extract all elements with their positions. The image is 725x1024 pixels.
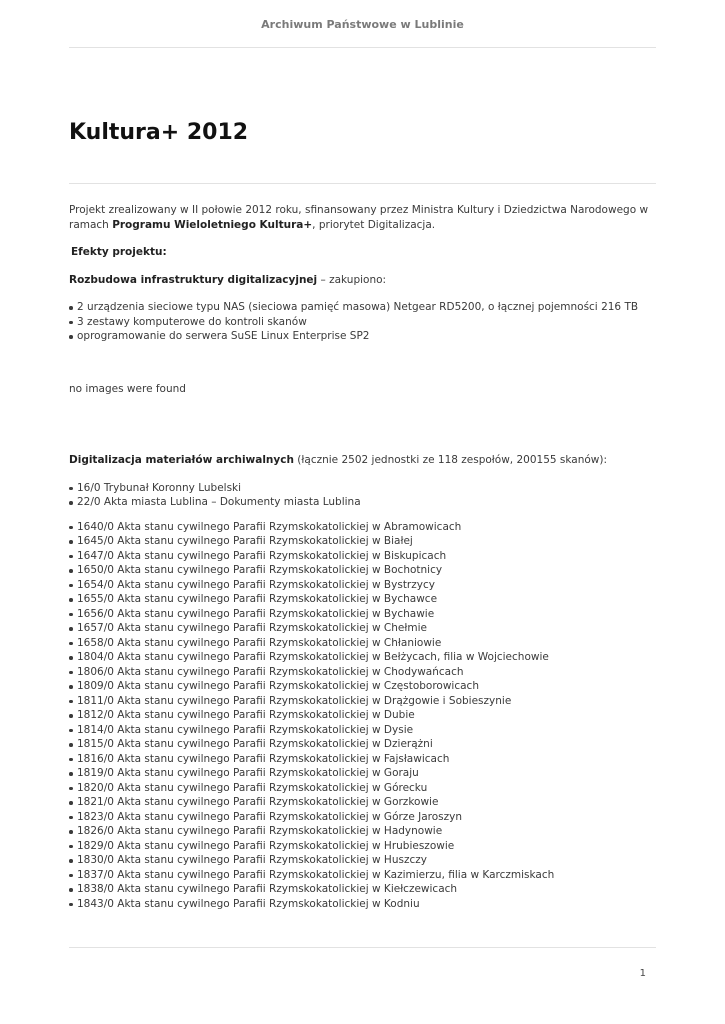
list-item: 1821/0 Akta stanu cywilnego Parafii Rzymskokatolickiej w Gorzkowie [69,795,659,810]
list-item: 1809/0 Akta stanu cywilnego Parafii Rzymskokatolickiej w Częstoborowicach [69,679,659,694]
list-item: 1658/0 Akta stanu cywilnego Parafii Rzymskokatolickiej w Chłaniowie [69,636,659,651]
list-item: 3 zestawy komputerowe do kontroli skanów [69,315,659,330]
digitization-paragraph [69,453,659,468]
list-item: 1655/0 Akta stanu cywilnego Parafii Rzymskokatolickiej w Bychawce [69,592,659,607]
list-item: 22/0 Akta miasta Lublina – Dokumenty miasta Lublina [69,495,659,510]
list-item: 1837/0 Akta stanu cywilnego Parafii Rzymskokatolickiej w Kazimierzu, filia w Karczmiskach [69,868,659,883]
list-item: 1823/0 Akta stanu cywilnego Parafii Rzymskokatolickiej w Górze Jaroszyn [69,810,659,825]
list-item: 1812/0 Akta stanu cywilnego Parafii Rzymskokatolickiej w Dubie [69,708,659,723]
list-item: 1820/0 Akta stanu cywilnego Parafii Rzymskokatolickiej w Górecku [69,781,659,796]
fonds-list-parishes [69,520,659,912]
no-images-message: no images were found [69,382,186,395]
infrastructure-list [69,300,659,344]
footer-divider [69,947,656,948]
list-item: 16/0 Trybunał Koronny Lubelski [69,481,659,496]
list-item: 1814/0 Akta stanu cywilnego Parafii Rzymskokatolickiej w Dysie [69,723,659,738]
list-item: 2 urządzenia sieciowe typu NAS (sieciowa pamięć masowa) Netgear RD5200, o łącznej pojemności 216 TB [69,300,659,315]
list-item: 1645/0 Akta stanu cywilnego Parafii Rzymskokatolickiej w Białej [69,534,659,549]
intro-text-after: , priorytet Digitalizacja. [312,218,436,231]
fonds-list-primary [69,481,659,510]
article-content [69,203,659,911]
intro-text-before: Projekt zrealizowany w II połowie 2012 roku, sfinansowany przez Ministra Kultury i Dziedzictwa Narodowego w ramach [69,204,649,231]
list-item: 1657/0 Akta stanu cywilnego Parafii Rzymskokatolickiej w Chełmie [69,621,659,636]
list-item: oprogramowanie do serwera SuSE Linux Enterprise SP2 [69,329,659,344]
list-item: 1806/0 Akta stanu cywilnego Parafii Rzymskokatolickiej w Chodywańcach [69,665,659,680]
list-item: 1838/0 Akta stanu cywilnego Parafii Rzymskokatolickiej w Kiełczewicach [69,882,659,897]
infrastructure-paragraph [69,273,659,288]
page-number: 1 [639,968,646,979]
list-item: 1816/0 Akta stanu cywilnego Parafii Rzymskokatolickiej w Fajsławicach [69,752,659,767]
list-item: 1640/0 Akta stanu cywilnego Parafii Rzymskokatolickiej w Abramowicach [69,520,659,535]
site-header [69,0,656,48]
list-item: 1843/0 Akta stanu cywilnego Parafii Rzymskokatolickiej w Kodniu [69,897,659,912]
list-item: 1819/0 Akta stanu cywilnego Parafii Rzymskokatolickiej w Goraju [69,766,659,781]
list-item: 1650/0 Akta stanu cywilnego Parafii Rzymskokatolickiej w Bochotnicy [69,563,659,578]
list-item: 1826/0 Akta stanu cywilnego Parafii Rzymskokatolickiej w Hadynowie [69,824,659,839]
site-name: Archiwum Państwowe w Lublinie [261,18,464,31]
list-item: 1829/0 Akta stanu cywilnego Parafii Rzymskokatolickiej w Hrubieszowie [69,839,659,854]
list-item: 1647/0 Akta stanu cywilnego Parafii Rzymskokatolickiej w Biskupicach [69,549,659,564]
list-item: 1830/0 Akta stanu cywilnego Parafii Rzymskokatolickiej w Huszczy [69,853,659,868]
infrastructure-heading: Rozbudowa infrastruktury digitalizacyjnej [69,273,318,286]
list-item: 1811/0 Akta stanu cywilnego Parafii Rzymskokatolickiej w Drążgowie i Sobieszynie [69,694,659,709]
digitization-suffix: (łącznie 2502 jednostki ze 118 zespołów, 200155 skanów): [293,454,607,466]
list-item: 1815/0 Akta stanu cywilnego Parafii Rzymskokatolickiej w Dzierążni [69,737,659,752]
program-name: Programu Wieloletniego Kultura+ [112,218,313,231]
list-item: 1654/0 Akta stanu cywilnego Parafii Rzymskokatolickiej w Bystrzycy [69,578,659,593]
digitization-heading: Digitalizacja materiałów archiwalnych [69,454,294,466]
list-item: 1804/0 Akta stanu cywilnego Parafii Rzymskokatolickiej w Bełżycach, filia w Wojciechowie [69,650,659,665]
list-item: 1656/0 Akta stanu cywilnego Parafii Rzymskokatolickiej w Bychawie [69,607,659,622]
intro-paragraph [69,203,659,232]
efekty-heading-paragraph [69,245,659,260]
infrastructure-suffix: – zakupiono: [317,273,387,286]
efekty-heading: Efekty projektu: [71,246,167,258]
title-divider [69,183,656,184]
page-title: Kultura+ 2012 [69,120,249,145]
